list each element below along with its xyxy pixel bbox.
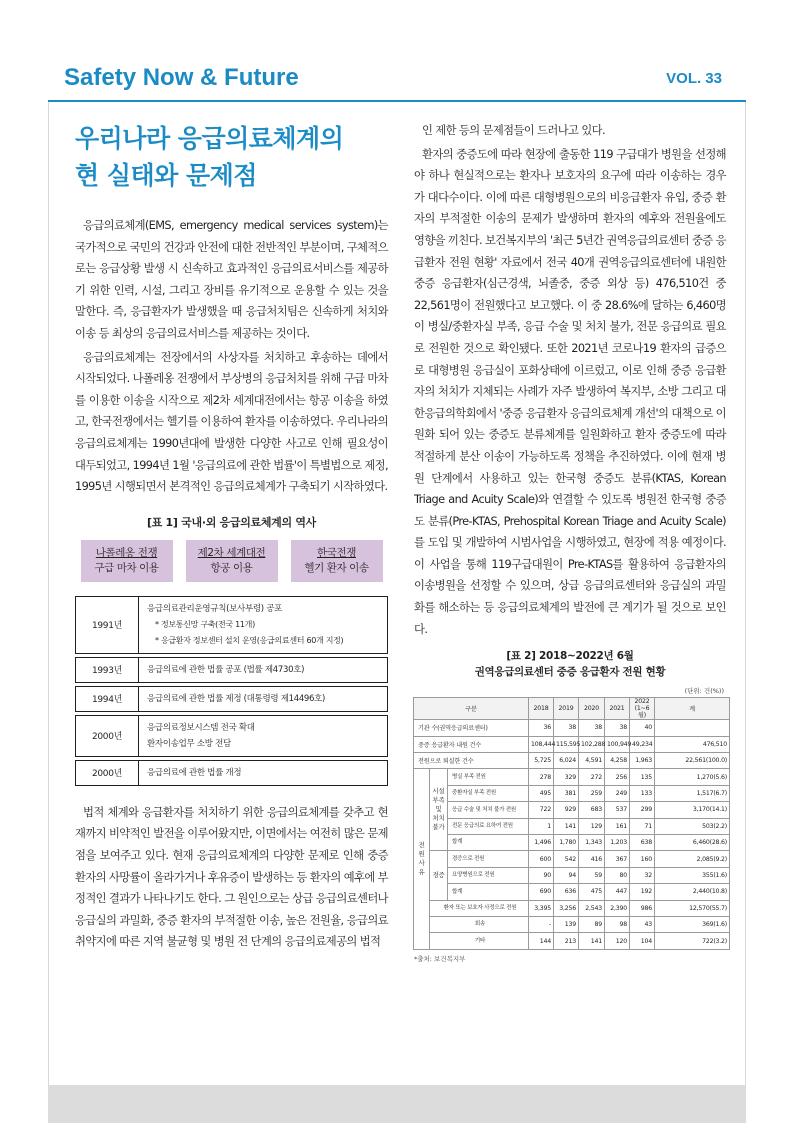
cell: 2,543 [579, 900, 605, 916]
cell: 80 [605, 867, 630, 883]
table-row [414, 818, 730, 834]
history-year: 1991년 [76, 597, 139, 653]
cell: 4,258 [605, 753, 630, 769]
cell: 213 [554, 933, 579, 949]
history-main: 응급의료에 관한 법률 개정 [147, 767, 242, 778]
cell: 1,496 [529, 834, 554, 850]
table-row [414, 769, 730, 785]
cell: 94 [554, 867, 579, 883]
cell: 299 [630, 802, 655, 818]
cell: 115,595 [554, 736, 579, 752]
history-desc [139, 658, 387, 682]
cell: 929 [554, 802, 579, 818]
cell: 272 [579, 769, 605, 785]
table-row [414, 867, 730, 883]
cell-total: 1,270(5.6) [655, 769, 730, 785]
cell: 141 [554, 818, 579, 834]
history-year: 1993년 [76, 658, 139, 682]
paragraph: 인 제한 등의 문제점들이 드러나고 있다. [422, 124, 605, 137]
header-year: 2022 [634, 698, 650, 706]
cell-total: 2,440(10.8) [655, 884, 730, 900]
history-box-title: 한국전쟁 [317, 546, 356, 559]
history-sub: * 정보통신망 구축(전국 11개) [155, 619, 255, 629]
table2-caption-line1: [표 2] 2018~2022년 6월 [506, 650, 634, 663]
row-label: 환자 또는 보호자 사정으로 전원 [430, 900, 529, 916]
history-main: 응급의료관리운영규칙(보사부령) 공포 [147, 603, 283, 614]
cell: 3,256 [554, 900, 579, 916]
cell: 381 [554, 785, 579, 801]
table-row [414, 834, 730, 850]
header-year: 2020 [579, 698, 605, 720]
cell: 3,395 [529, 900, 554, 916]
cell: 690 [529, 884, 554, 900]
table-row [414, 884, 730, 900]
history-row [75, 715, 388, 757]
cell: 144 [529, 933, 554, 949]
cell-total: 503(2.2) [655, 818, 730, 834]
history-sub: * 응급환자 정보센터 설치 운영(응급의료센터 60개 지정) [155, 635, 344, 645]
cell: 542 [554, 851, 579, 867]
cell: - [529, 916, 554, 932]
cell: 135 [630, 769, 655, 785]
history-box-title: 제2차 세계대전 [197, 546, 266, 559]
row-label: 기타 [430, 933, 529, 949]
cell: 104 [630, 933, 655, 949]
cell: 1,963 [630, 753, 655, 769]
cell: 100,949 [605, 736, 630, 752]
cell: 89 [579, 916, 605, 932]
paragraph: 응급의료체계는 전장에서의 사상자를 처치하고 후송하는 데에서 시작되었다. 나폴레옹 전쟁에서 부상병의 응급처치를 위해 구급 마차를 이용한 이송을 시작으로 제2차 세계대전에서는 항공 이송을 하였고, 한국전쟁에서는 헬기를 이용하여 환자를 이송하였다. 우리나라의 응급의료체계는 1990년대에 발생한 다양한 사고로 인해 필요성이 대두되었고, 1994년 1월 '응급의료에 관한 법률'이 특별법으로 제정, 1995년 시행되면서 본격적인 응급의료체계가 구축되기 시작하였다. [75, 350, 388, 494]
history-year: 2000년 [76, 716, 139, 756]
history-year: 2000년 [76, 761, 139, 785]
table-row [414, 720, 730, 736]
cell: 59 [579, 867, 605, 883]
table-row [414, 851, 730, 867]
group-label: 경증 [430, 851, 448, 900]
history-box-desc: 헬기 환자 이송 [304, 561, 369, 574]
history-desc [139, 761, 387, 785]
header-year-2022 [630, 698, 655, 720]
cell-total: 355(1.6) [655, 867, 730, 883]
cell: 161 [605, 818, 630, 834]
table2-source: *출처: 보건복지부 [414, 954, 466, 963]
cell-total: 369(1.6) [655, 916, 730, 932]
row-label: 응급 수술 및 처치 불가 전원 [448, 802, 529, 818]
cell: 495 [529, 785, 554, 801]
transfer-status-table [413, 697, 730, 949]
cell-total: 12,570(55.7) [655, 900, 730, 916]
cell: 249 [605, 785, 630, 801]
row-label: 전문 응급의료 요하여 전원 [448, 818, 529, 834]
cell: 38 [579, 720, 605, 736]
cell: 192 [630, 884, 655, 900]
cell: 447 [605, 884, 630, 900]
row-label: 중환자실 부족 전원 [448, 785, 529, 801]
history-desc [139, 716, 387, 756]
cell: 90 [529, 867, 554, 883]
cell: 329 [554, 769, 579, 785]
row-label: 전원으로 퇴실한 건수 [414, 753, 529, 769]
cell: 120 [605, 933, 630, 949]
cell: 722 [529, 802, 554, 818]
article-title-line2: 현 실태와 문제점 [75, 161, 257, 190]
cell-total: 6,460(28.6) [655, 834, 730, 850]
history-sub: 환자이송업무 소방 전담 [147, 738, 231, 749]
cell: 160 [630, 851, 655, 867]
table-row [414, 785, 730, 801]
cell: 43 [630, 916, 655, 932]
row-label: 요양병원으로 전원 [448, 867, 529, 883]
history-row [75, 657, 388, 683]
history-desc [139, 597, 387, 653]
cell: 986 [630, 900, 655, 916]
cell: 5,725 [529, 753, 554, 769]
cell-total: 22,561(100.0) [655, 753, 730, 769]
history-box-desc: 구급 마차 이용 [94, 561, 159, 574]
paragraph: 법적 체계와 응급환자를 처치하기 위한 응급의료체계를 갖추고 현재까지 비약적인 발전을 이루어왔지만, 이면에서는 여전히 많은 문제점을 보여주고 있다. 현재 응급의료체계의 다양한 문제로 인해 중증 환자의 사망률이 올라가거나 후유증이 발생하는 등 환자의 예후에 부정적인 결과가 나타나기도 한다. 그 원인으로는 상급 응급의료센터나 응급실의 과밀화, 중증 환자의 부적절한 이송, 높은 전원율, 응급의료 취약지에 따른 지역 불균형 및 병원 전 단계의 응급의료제공의 법적 [75, 805, 388, 949]
cell: 256 [605, 769, 630, 785]
cell: 278 [529, 769, 554, 785]
history-row [75, 686, 388, 712]
article-title-line1: 우리나라 응급의료체계의 [75, 124, 344, 153]
cell: 638 [630, 834, 655, 850]
cell: 38 [605, 720, 630, 736]
paragraph: 응급의료체계(EMS, emergency medical services system)는 국가적으로 국민의 건강과 안전에 대한 전반적인 부분이며, 구체적으로는 응급상황 발생 시 신속하고 효과적인 응급의료서비스를 제공하기 위한 인력, 시설, 그리고 장비를 유기적으로 운용할 수 있는 것을 말한다. 즉, 응급환자가 발생했을 때 응급처치팀은 신속하게 처치와 이송 등 최상의 응급의료서비스를 제공하는 것이다. [75, 219, 388, 340]
cell-total: 3,170(14.1) [655, 802, 730, 818]
header-category: 구분 [414, 698, 529, 720]
cell: 1,780 [554, 834, 579, 850]
row-label: 경증으로 전원 [448, 851, 529, 867]
cell: 475 [579, 884, 605, 900]
paragraph: 환자의 중증도에 따라 현장에 출동한 119 구급대가 병원을 선정해야 하나 현실적으로는 환자나 보호자의 요구에 따라 이송하는 경우가 대다수이다. 이에 따른 대형병원으로의 비응급환자 유입, 중증 환자의 부적절한 이송의 문제가 발생하며 환자의 예후와 전원율에도 영향을 끼친다. 보건복지부의 '최근 5년간 권역응급의료센터 중증 응급환자 전원 현황' 자료에서 전국 40개 권역응급의료센터에 내원한 중증 응급환자(심근경색, 뇌졸중, 중증 외상 등) 476,510건 중 22,561명이 전원했다고 보고했다. 이 중 28.6%에 달하는 6,460명이 병실/중환자실 부족, 응급 수술 및 처치 불가, 전문 응급의료 필요로 전원한 것으로 확인됐다. 또한 2021년 코로나19 환자의 급증으로 대형병원 응급실이 포화상태에 이르렀고, 이로 인해 중증 응급환자의 처치가 지체되는 사례가 자주 발생하여 복지부, 소방 그리고 대한응급의학회에서 '중증 응급환자 응급의료체계 개선'의 대책으로 이원화 되어 있는 중증도 분류체계를 일원화하고 환자 중증도에 따라 적절하게 분산 이송이 가능하도록 정책을 추진하였다. 이에 현재 병원 단계에서 사용하고 있는 한국형 중증도 분류(KTAS, Korean Triage and Acuity Scale)와 연결할 수 있도록 병원전 한국형 중증도 분류(Pre-KTAS, Prehospital Korean Triage and Acuity Scale)를 도입 및 개발하여 시범사업을 시행하였고, 현장에 적용 예정이다. 이 사업을 통해 119구급대원이 Pre-KTAS를 활용하여 응급환자의 이송병원을 선정할 수 있으며, 상급 응급의료센터와 응급실의 과밀화를 해소하는 등 응급의료체계의 발전에 큰 계기가 될 것으로 보인다. [414, 147, 726, 636]
table-row [414, 802, 730, 818]
cell: 139 [554, 916, 579, 932]
cell: 36 [529, 720, 554, 736]
cell: 40 [630, 720, 655, 736]
table2-caption-line2: 권역응급의료센터 중증 응급환자 전원 현황 [474, 666, 666, 679]
cell: 133 [630, 785, 655, 801]
history-box [186, 540, 278, 582]
history-main: 응급의료에 관한 법률 공포 (법률 제4730호) [147, 664, 305, 675]
table-row [414, 753, 730, 769]
page-header [0, 0, 794, 100]
magazine-title: Safety Now & Future [64, 64, 299, 91]
header-year: 2019 [554, 698, 579, 720]
cell: 49,234 [630, 736, 655, 752]
cell: 537 [605, 802, 630, 818]
cell: 1 [529, 818, 554, 834]
table-row [414, 736, 730, 752]
cell: 2,390 [605, 900, 630, 916]
header-year: 2021 [605, 698, 630, 720]
table2-caption [414, 648, 726, 680]
cell: 600 [529, 851, 554, 867]
cell: 129 [579, 818, 605, 834]
header-year-sub: (1~6월) [634, 705, 650, 720]
cell: 1,203 [605, 834, 630, 850]
cell: 683 [579, 802, 605, 818]
group-label: 시설부족 및 처치불가 [430, 769, 448, 851]
footer-bar [48, 1085, 746, 1123]
table-row [414, 900, 730, 916]
left-column [75, 120, 388, 953]
cell: 636 [554, 884, 579, 900]
table2-unit: (단위: 건(%)) [684, 687, 724, 696]
table1-caption: [표 1] 국내·외 응급의료체계의 역사 [146, 515, 317, 529]
row-label: 합계 [448, 834, 529, 850]
history-main: 응급의료에 관한 법률 제정 (대통령령 제14496호) [147, 693, 326, 704]
header-year: 2018 [529, 698, 554, 720]
history-box-title: 나폴레옹 전쟁 [95, 546, 158, 559]
cell: 416 [579, 851, 605, 867]
cell-total [655, 720, 730, 736]
cell: 38 [554, 720, 579, 736]
history-row [75, 760, 388, 786]
row-label: 기관 수(권역응급의료센터) [414, 720, 529, 736]
article-title [75, 120, 388, 194]
history-desc [139, 687, 387, 711]
history-box [81, 540, 173, 582]
table-row [414, 916, 730, 932]
cell-total: 2,085(9.2) [655, 851, 730, 867]
history-row [75, 596, 388, 654]
cell: 102,288 [579, 736, 605, 752]
history-box-desc: 항공 이용 [210, 561, 253, 574]
right-column [414, 120, 726, 963]
cell: 32 [630, 867, 655, 883]
history-main: 응급의료정보시스템 전국 확대 [147, 722, 255, 733]
header-total: 계 [655, 698, 730, 720]
history-year: 1994년 [76, 687, 139, 711]
row-label: 병실 부족 전원 [448, 769, 529, 785]
cell-total: 1,517(6.7) [655, 785, 730, 801]
cell: 259 [579, 785, 605, 801]
cell: 4,591 [579, 753, 605, 769]
cell: 367 [605, 851, 630, 867]
history-boxes [81, 540, 383, 582]
volume-number: VOL. 33 [666, 70, 722, 87]
history-box [291, 540, 383, 582]
row-label: 회송 [430, 916, 529, 932]
cell: 141 [579, 933, 605, 949]
cell: 108,444 [529, 736, 554, 752]
cell-total: 476,510 [655, 736, 730, 752]
table-header-row [414, 698, 730, 720]
row-label: 중증 응급환자 내원 건수 [414, 736, 529, 752]
cell: 71 [630, 818, 655, 834]
cell: 1,343 [579, 834, 605, 850]
reason-label: 전원사유 [414, 769, 430, 949]
cell-total: 722(3.2) [655, 933, 730, 949]
table-row [414, 933, 730, 949]
cell: 98 [605, 916, 630, 932]
row-label: 합계 [448, 884, 529, 900]
cell: 6,024 [554, 753, 579, 769]
